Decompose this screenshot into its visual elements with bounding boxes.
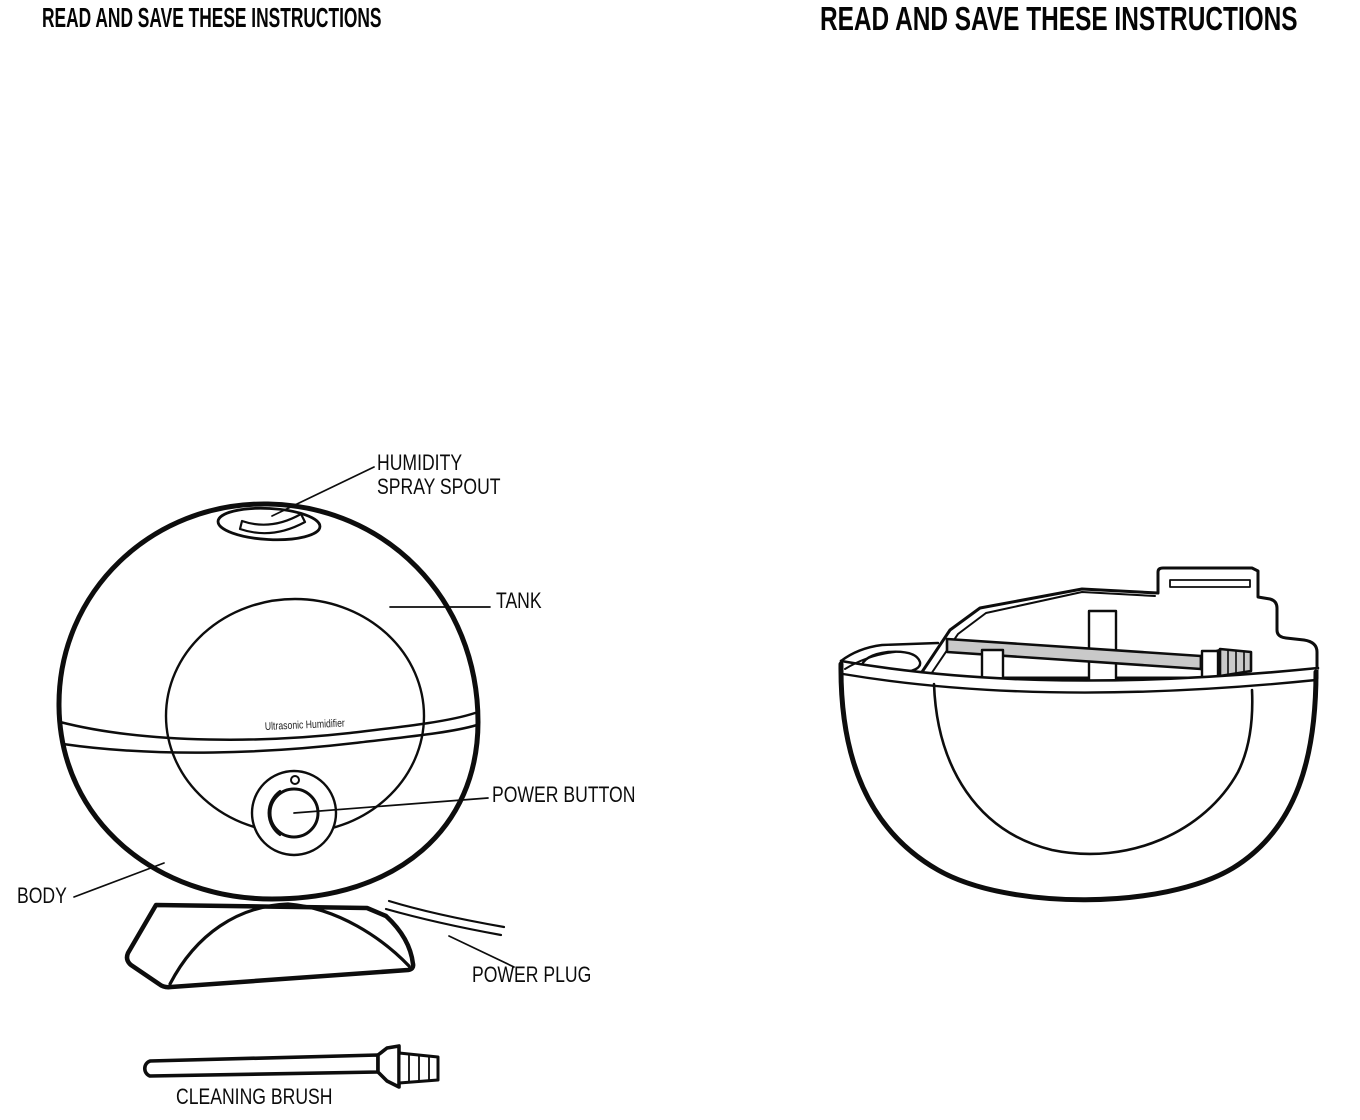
cleaning-brush-drawing <box>145 1046 438 1087</box>
front-view-illustration <box>59 467 514 1087</box>
label-body: BODY <box>17 883 67 908</box>
center-post <box>1089 611 1116 681</box>
bowl-front-fill <box>841 661 1318 900</box>
base-stand-outline <box>127 905 413 987</box>
label-power-plug: POWER PLUG <box>472 962 592 987</box>
label-cleaning-brush: CLEANING BRUSH <box>176 1084 333 1109</box>
interior-view-illustration <box>841 568 1318 900</box>
brush-handle <box>145 1055 378 1076</box>
label-power-button: POWER BUTTON <box>492 782 636 807</box>
brush-ferrule <box>378 1046 399 1087</box>
label-tank: TANK <box>496 588 542 613</box>
handle-slot <box>1170 580 1250 587</box>
label-humidity-line1: HUMIDITY <box>377 450 463 475</box>
body-leader <box>74 863 164 897</box>
device-label: Ultrasonic Humidifier <box>264 716 367 733</box>
left-page-header: READ AND SAVE THESE INSTRUCTIONS <box>42 2 382 33</box>
label-humidity-line2: SPRAY SPOUT <box>377 474 501 499</box>
spray-spout-leader <box>272 467 374 516</box>
power-cord <box>386 901 504 935</box>
label-humidity-spray-spout <box>377 451 501 499</box>
right-page-header: READ AND SAVE THESE INSTRUCTIONS <box>820 0 1298 37</box>
